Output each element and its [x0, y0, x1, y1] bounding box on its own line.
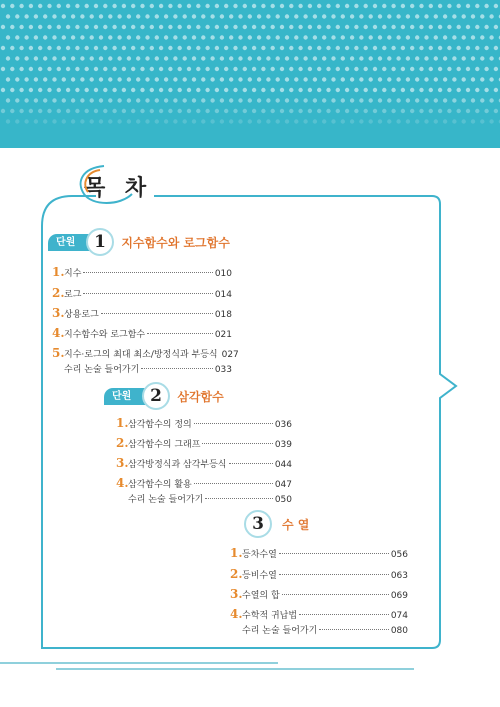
entry-page: 047 — [274, 480, 292, 490]
unit-3-header — [244, 510, 309, 538]
unit-number: 1 — [86, 228, 114, 256]
dot-leader — [202, 443, 272, 444]
toc-entry[interactable] — [116, 436, 292, 450]
entry-number: 4. — [52, 326, 65, 340]
entry-page: 036 — [274, 420, 292, 430]
entry-page: 069 — [390, 591, 408, 601]
toc-entry[interactable] — [52, 306, 232, 320]
entry-number: 1. — [230, 546, 243, 560]
dot-leader — [229, 463, 273, 464]
unit-tag: 단원 — [48, 234, 101, 251]
dot-leader — [282, 594, 389, 595]
entry-number: 1. — [52, 265, 65, 279]
toc-entry[interactable] — [52, 362, 232, 376]
dot-leader — [141, 368, 213, 369]
toc-entry[interactable] — [52, 286, 232, 300]
entry-page: 080 — [390, 626, 408, 636]
dot-leader — [83, 293, 212, 294]
entry-page: 056 — [390, 550, 408, 560]
entry-page: 014 — [214, 290, 232, 300]
unit-name: 수 열 — [282, 517, 310, 532]
entry-title: 수리 논술 들어가기 — [242, 626, 318, 636]
entry-number: 2. — [52, 286, 65, 300]
toc-entry[interactable] — [52, 265, 232, 279]
entry-title: 삼각함수의 정의 — [128, 420, 192, 430]
entry-title: 삼각함수의 그래프 — [128, 440, 201, 450]
title-swirl-icon — [70, 162, 140, 208]
toc-entry[interactable] — [116, 476, 292, 490]
entry-page: 033 — [214, 365, 232, 375]
entry-title: 등차수열 — [242, 550, 277, 560]
entry-title: 수학적 귀납법 — [242, 611, 298, 621]
entry-number: 2. — [230, 567, 243, 581]
entry-number: 3. — [230, 587, 243, 601]
dot-leader — [83, 272, 212, 273]
dot-leader — [194, 423, 273, 424]
unit-2-header — [104, 388, 224, 405]
unit-name: 지수함수와 로그함수 — [121, 236, 230, 250]
entry-title: 수리 논술 들어가기 — [128, 495, 204, 505]
entry-page: 074 — [390, 611, 408, 621]
entry-page: 044 — [274, 460, 292, 470]
dot-leader — [279, 574, 389, 575]
dot-leader — [279, 553, 389, 554]
entry-title: 로그 — [64, 290, 82, 300]
entry-number: 4. — [230, 607, 243, 621]
toc-entry[interactable] — [230, 607, 408, 621]
entry-number: 3. — [116, 456, 129, 470]
entry-page: 039 — [274, 440, 292, 450]
entry-title: 지수함수와 로그함수 — [64, 330, 146, 340]
unit-number: 2 — [142, 382, 170, 410]
toc-entry[interactable] — [116, 492, 292, 506]
dot-leader — [319, 629, 389, 630]
toc-entry[interactable] — [116, 416, 292, 430]
toc-entry[interactable] — [230, 587, 408, 601]
entry-title: 수열의 합 — [242, 591, 280, 601]
entry-title: 지수·로그의 최대 최소/방정식과 부등식 — [64, 350, 218, 360]
toc-entry[interactable] — [230, 546, 408, 560]
toc-entry[interactable] — [52, 346, 239, 360]
dot-leader — [194, 483, 273, 484]
unit-number: 3 — [244, 510, 272, 538]
toc-entry[interactable] — [116, 456, 292, 470]
dot-leader — [101, 313, 213, 314]
entry-number: 5. — [52, 346, 65, 360]
entry-title: 삼각함수의 활용 — [128, 480, 192, 490]
entry-number: 2. — [116, 436, 129, 450]
entry-number: 1. — [116, 416, 129, 430]
entry-title: 지수 — [64, 269, 82, 279]
entry-number: 3. — [52, 306, 65, 320]
dot-leader — [205, 498, 273, 499]
entry-page: 027 — [221, 350, 239, 360]
unit-1-header — [48, 234, 230, 251]
entry-page: 021 — [214, 330, 232, 340]
entry-title: 삼각방정식과 삼각부등식 — [128, 460, 227, 470]
entry-page: 050 — [274, 495, 292, 505]
toc-title-box — [70, 164, 152, 208]
entry-title: 등비수열 — [242, 571, 277, 581]
entry-page: 010 — [214, 269, 232, 279]
entry-page: 063 — [390, 571, 408, 581]
dot-leader — [147, 333, 213, 334]
entry-number: 4. — [116, 476, 129, 490]
toc-entry[interactable] — [230, 567, 408, 581]
unit-tag: 단원 — [104, 388, 157, 405]
toc-entry[interactable] — [52, 326, 232, 340]
toc-entry[interactable] — [230, 623, 408, 637]
dot-leader — [299, 614, 389, 615]
entry-title: 상용로그 — [64, 310, 99, 320]
page-title: 목 차 — [84, 175, 153, 201]
entry-title: 수리 논술 들어가기 — [64, 365, 140, 375]
unit-name: 삼각함수 — [177, 390, 224, 404]
entry-page: 018 — [214, 310, 232, 320]
